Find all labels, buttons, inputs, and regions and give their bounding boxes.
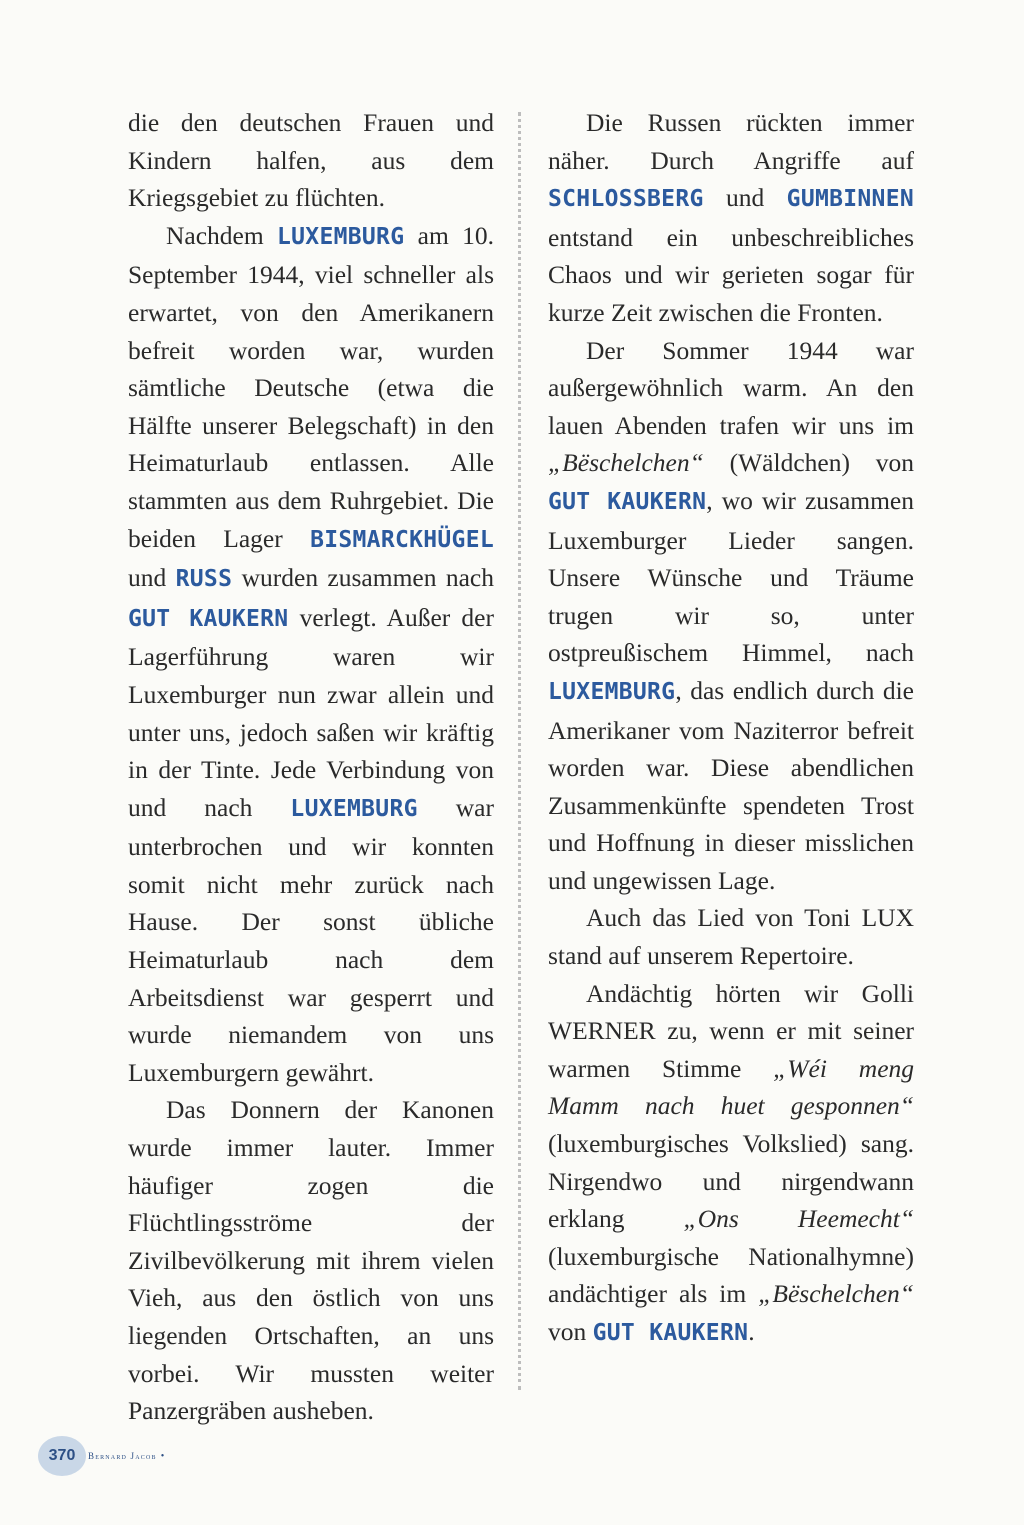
author-name: Bernard Jacob	[88, 1451, 157, 1461]
place-name: GUMBINNEN	[786, 186, 914, 213]
left-column	[128, 104, 494, 1430]
paragraph: Andächtig hörten wir Golli WERNER zu, wenn er mit seiner warmen Stimme „Wéi meng Mamm nach huet gesponnen“ (luxemburgisches Volkslied) sang. Nirgendwo und nirgendwann erklang „Ons Heemecht“ (luxemburgische Nationalhymne) andächtiger als im „Bëschelchen“ von GUT KAUKERN.	[548, 978, 915, 1346]
column-divider	[518, 112, 521, 1390]
italic-term: „Wéi meng Mamm nach huet gesponnen“	[548, 1053, 915, 1121]
place-name: RUSS	[175, 566, 233, 593]
place-name: SCHLOSSBERG	[548, 186, 704, 213]
paragraph: die den deutschen Frauen und Kindern halfen, aus dem Kriegsgebiet zu flüchten.	[128, 108, 494, 213]
italic-term: „Bëschelchen“	[548, 448, 704, 478]
paragraph: Das Donnern der Kanonen wurde immer lauter. Immer häufiger zogen die Flüchtlingsströme der Zivilbevölkerung mit ihrem vielen Vieh, aus den östlich von uns liegenden Ortschaften, an uns vorbei. Wir mussten weiter Panzergräben ausheben.	[128, 1095, 494, 1426]
paragraph: Der Sommer 1944 war außergewöhnlich warm. An den lauen Abenden trafen wir uns im „Bëschelchen“ (Wäldchen) von GUT KAUKERN, wo wir zusammen Luxemburger Lieder sangen. Unsere Wünsche und Träume trugen wir so, unter ostpreußischem Himmel, nach LUXEMBURG, das endlich durch die Amerikaner vom Naziterror befreit worden war. Diese abendlichen Zusammenkünfte spendeten Trost und Hoffnung in dieser misslichen und ungewissen Lage.	[548, 335, 914, 895]
italic-term: „Ons Heemecht“	[683, 1204, 915, 1234]
right-column	[548, 104, 914, 1353]
place-name: LUXEMBURG	[290, 795, 418, 822]
italic-term: „Bëschelchen“	[758, 1279, 914, 1309]
place-name: LUXEMBURG	[548, 678, 676, 705]
place-name: GUT KAUKERN	[128, 605, 289, 632]
place-name: GUT KAUKERN	[548, 488, 707, 515]
place-name: GUT KAUKERN	[592, 1320, 749, 1346]
bullet-icon: •	[160, 1450, 165, 1462]
page-footer	[38, 1436, 164, 1476]
place-name: LUXEMBURG	[277, 223, 405, 250]
page-number: 370	[38, 1436, 86, 1476]
paragraph: Auch das Lied von Toni LUX stand auf unserem Repertoire.	[548, 903, 914, 971]
place-name: BISMARCKHÜGEL	[310, 526, 494, 553]
paragraph: Die Russen rückten immer näher. Durch Angriffe auf SCHLOSSBERG und GUMBINNEN entstand ein unbeschreibliches Chaos und wir gerieten sogar für kurze Zeit zwischen die Fronten.	[548, 108, 914, 327]
paragraph: Nachdem LUXEMBURG am 10. September 1944, viel schneller als erwartet, von den Amerikanern befreit worden war, wurden sämtliche Deutsche (etwa die Hälfte unserer Belegschaft) in den Heimaturlaub entlassen. Alle stammten aus dem Ruhrgebiet. Die beiden Lager BISMARCKHÜGEL und RUSS wurden zusammen nach GUT KAUKERN verlegt. Außer der Lagerführung waren wir Luxemburger nun zwar allein und unter uns, jedoch saßen wir kräftig in der Tinte. Jede Verbindung von und nach LUXEMBURG war unterbrochen und wir konnten somit nicht mehr zurück nach Hause. Der sonst übliche Heimaturlaub nach dem Arbeitsdienst war gesperrt und wurde niemandem von uns Luxemburgern gewährt.	[128, 220, 494, 1087]
